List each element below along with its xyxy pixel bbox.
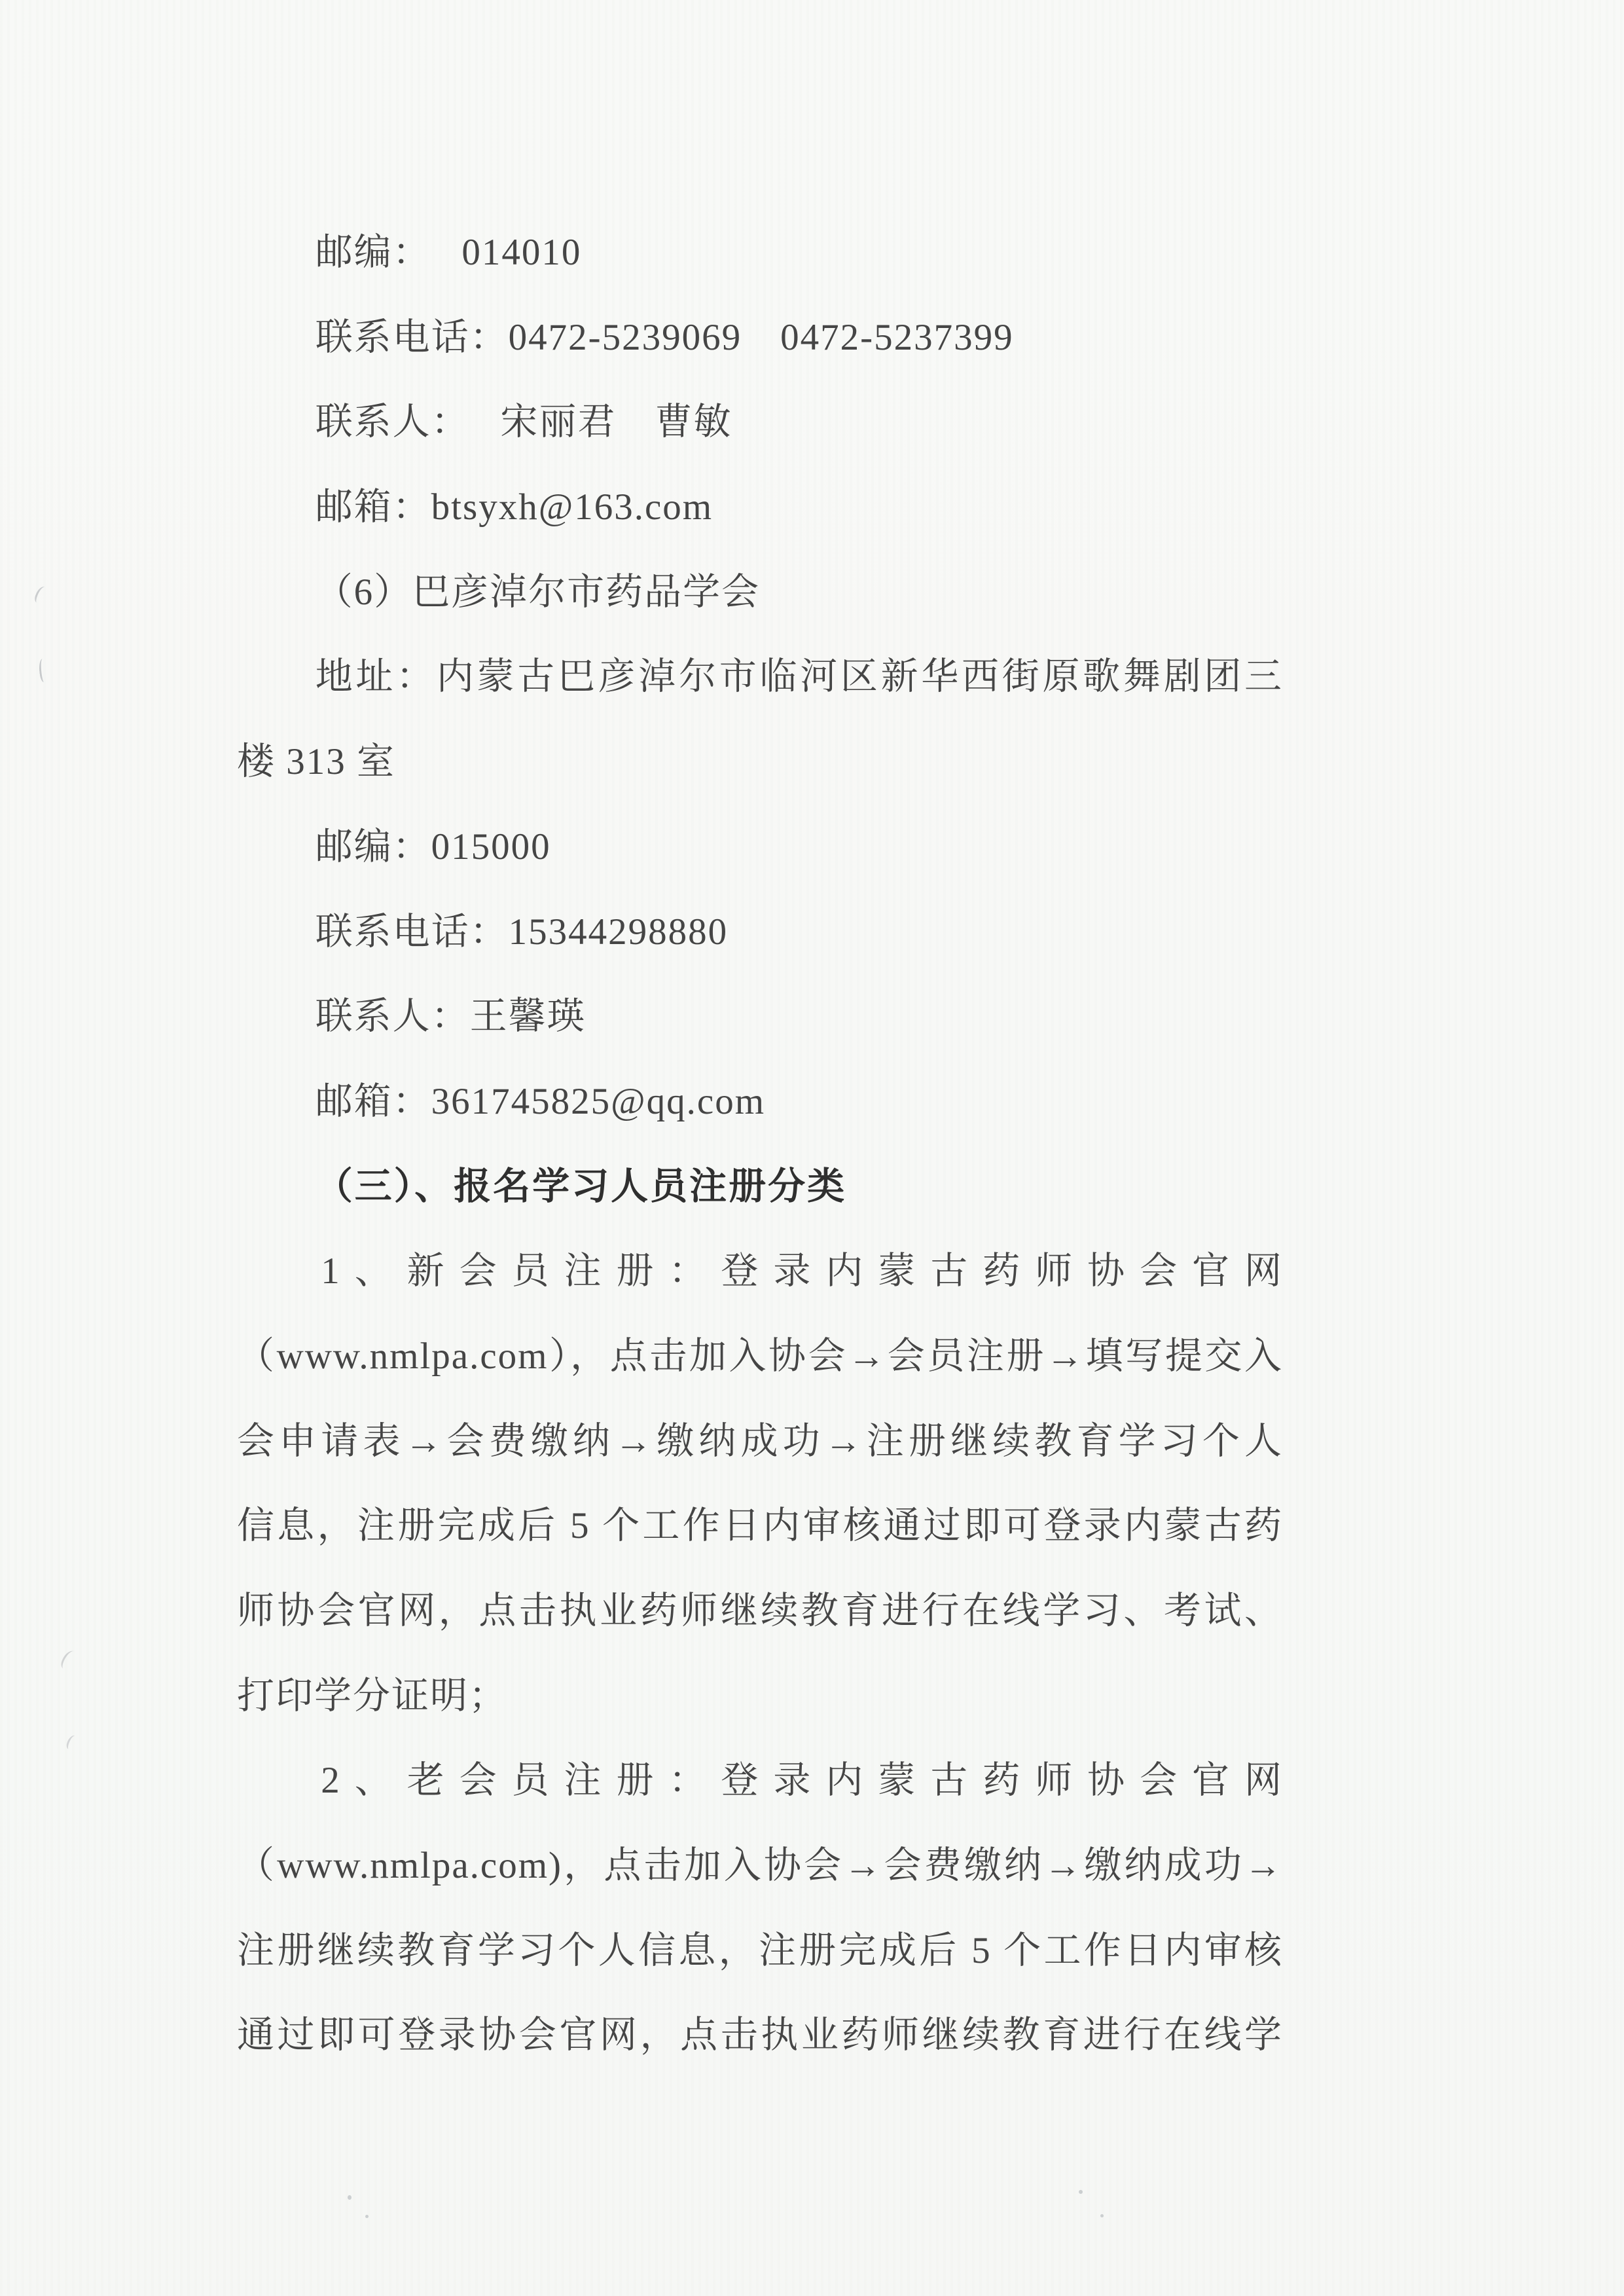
document-text-block bbox=[237, 210, 1283, 2078]
new-member-step-line-4: 师协会官网，点击执业药师继续教育进行在线学习、考试、 bbox=[237, 1590, 1283, 1631]
scan-artifact bbox=[33, 585, 48, 605]
phone-line-1: 联系电话：0472-5239069 0472-5237399 bbox=[315, 316, 1014, 358]
new-member-item-line: 1、新会员注册：登录内蒙古药师协会官网 bbox=[321, 1250, 1283, 1292]
new-member-step-line-2: 会申请表→会费缴纳→缴纳成功→注册继续教育学习个人 bbox=[237, 1420, 1283, 1462]
scan-artifact bbox=[65, 1734, 79, 1751]
scan-artifact bbox=[348, 2195, 352, 2200]
address-line: 地址：内蒙古巴彦淖尔市临河区新华西街原歌舞剧团三 bbox=[315, 656, 1283, 698]
org-item-6-line: （6）巴彦淖尔市药品学会 bbox=[315, 571, 761, 613]
section-heading: （三）、报名学习人员注册分类 bbox=[315, 1165, 847, 1207]
scan-artifact bbox=[59, 1649, 79, 1672]
new-member-step-line-1: （www.nmlpa.com），点击加入协会→会员注册→填写提交入 bbox=[237, 1335, 1283, 1377]
phone-line-2: 联系电话：15344298880 bbox=[315, 911, 729, 953]
postcode-line-2: 邮编：015000 bbox=[315, 826, 551, 867]
email-line-2: 邮箱：361745825@qq.com bbox=[315, 1080, 766, 1122]
contact-person-line-1: 联系人： 宋丽君 曹敏 bbox=[315, 401, 732, 443]
new-member-step-line-3: 信息，注册完成后 5 个工作日内审核通过即可登录内蒙古药 bbox=[237, 1505, 1283, 1547]
old-member-step-line-1: （www.nmlpa.com)，点击加入协会→会费缴纳→缴纳成功→ bbox=[237, 1845, 1283, 1887]
scan-artifact bbox=[365, 2215, 369, 2218]
old-member-item-line: 2、老会员注册：登录内蒙古药师协会官网 bbox=[321, 1760, 1283, 1802]
scan-artifact bbox=[38, 658, 48, 682]
scan-artifact bbox=[1079, 2190, 1083, 2194]
postcode-line-1: 邮编： 014010 bbox=[315, 232, 582, 273]
email-line-1: 邮箱：btsyxh@163.com bbox=[315, 486, 713, 528]
old-member-step-line-3: 通过即可登录协会官网，点击执业药师继续教育进行在线学 bbox=[237, 2014, 1283, 2056]
old-member-step-line-2: 注册继续教育学习个人信息，注册完成后 5 个工作日内审核 bbox=[237, 1929, 1283, 1971]
new-member-step-line-5: 打印学分证明； bbox=[237, 1675, 507, 1717]
address-continuation-line: 楼 313 室 bbox=[237, 741, 395, 783]
contact-person-line-2: 联系人：王馨瑛 bbox=[315, 996, 586, 1038]
scan-artifact bbox=[1100, 2214, 1104, 2217]
